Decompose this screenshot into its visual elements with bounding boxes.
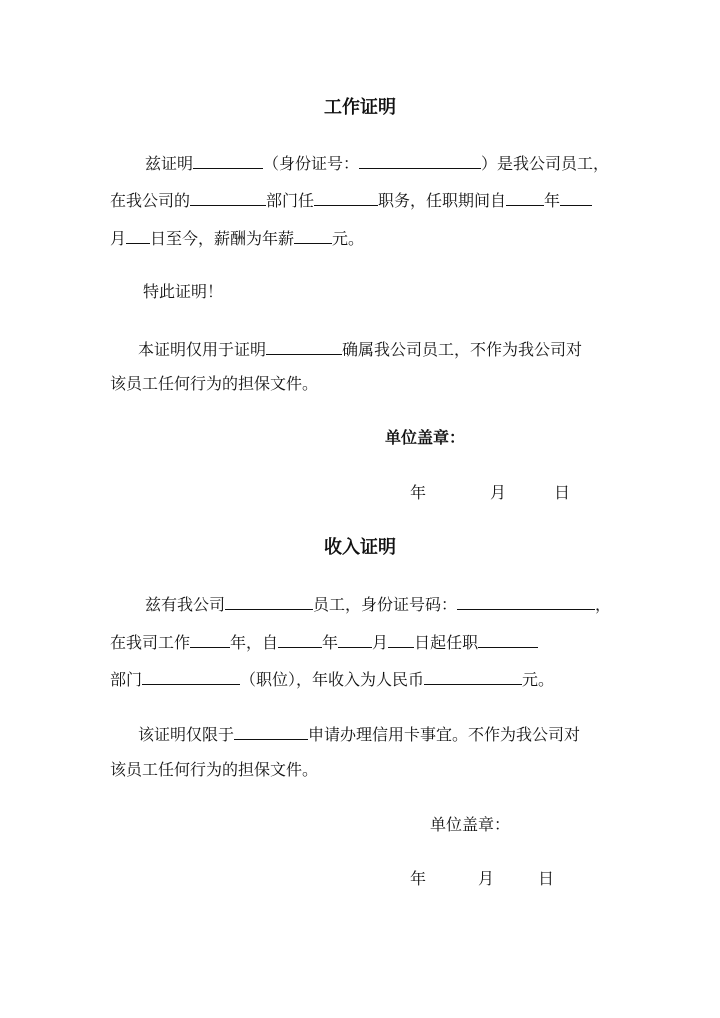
text: 年 xyxy=(322,633,339,652)
text: ， xyxy=(595,595,612,614)
date-day: 日 xyxy=(538,869,555,888)
text: 日起任职 xyxy=(414,633,479,652)
employee-name-blank[interactable] xyxy=(225,593,313,610)
work-cert-line-1 xyxy=(145,152,609,174)
department-blank[interactable] xyxy=(478,631,538,648)
income-cert-note-2: 该员工任何行为的担保文件。 xyxy=(110,760,319,779)
text: ）是我公司员工， xyxy=(481,154,610,173)
start-day-blank[interactable] xyxy=(388,631,414,648)
income-cert-seal: 单位盖章： xyxy=(430,815,511,834)
text: 月 xyxy=(110,229,127,248)
text: 元。 xyxy=(332,229,365,248)
income-cert-note-1 xyxy=(138,723,580,745)
text: 在我司工作 xyxy=(110,633,191,652)
position-blank[interactable] xyxy=(314,189,378,206)
id-number-blank[interactable] xyxy=(359,152,481,169)
income-cert-date xyxy=(410,869,554,889)
work-cert-note-1 xyxy=(138,338,582,360)
work-cert-date xyxy=(410,483,570,503)
text: 确属我公司员工，不作为我公司对 xyxy=(342,340,583,359)
text: 年 xyxy=(544,191,561,210)
text: 在我公司的 xyxy=(110,191,191,210)
department-blank[interactable] xyxy=(190,189,266,206)
income-cert-title: 收入证明 xyxy=(324,537,396,558)
start-year-blank[interactable] xyxy=(506,189,544,206)
text: 部门任 xyxy=(266,191,315,210)
annual-income-blank[interactable] xyxy=(424,668,522,685)
applicant-blank[interactable] xyxy=(234,723,308,740)
work-cert-line-2 xyxy=(110,189,592,211)
work-cert-special: 特此证明！ xyxy=(143,282,224,301)
text: 本证明仅用于证明 xyxy=(138,340,267,359)
name-blank[interactable] xyxy=(193,152,263,169)
date-year: 年 xyxy=(410,869,427,888)
text: 兹有我公司 xyxy=(145,595,226,614)
id-number-blank[interactable] xyxy=(457,593,595,610)
text: 日至今，薪酬为年薪 xyxy=(150,229,295,248)
start-day-blank[interactable] xyxy=(126,227,150,244)
employee-name-blank[interactable] xyxy=(266,338,342,355)
work-cert-line-3 xyxy=(110,227,364,249)
start-month-blank[interactable] xyxy=(338,631,372,648)
text: 部门 xyxy=(110,670,143,689)
text: 职务，任职期间自 xyxy=(378,191,507,210)
work-cert-title: 工作证明 xyxy=(324,97,396,118)
text: 申请办理信用卡事宜。不作为我公司对 xyxy=(308,725,581,744)
date-year: 年 xyxy=(410,483,427,502)
work-cert-seal: 单位盖章： xyxy=(385,428,466,447)
work-cert-note-2: 该员工任何行为的担保文件。 xyxy=(110,374,319,393)
date-month: 月 xyxy=(490,483,507,502)
date-month: 月 xyxy=(478,869,495,888)
years-blank[interactable] xyxy=(190,631,230,648)
income-cert-line-1 xyxy=(145,593,611,615)
start-year-blank[interactable] xyxy=(278,631,322,648)
text: 兹证明 xyxy=(145,154,194,173)
date-day: 日 xyxy=(554,483,571,502)
income-cert-line-2 xyxy=(110,631,538,653)
text: 年，自 xyxy=(230,633,279,652)
start-month-blank[interactable] xyxy=(560,189,592,206)
income-cert-line-3 xyxy=(110,668,554,690)
text: 月 xyxy=(372,633,389,652)
text: 员工，身份证号码： xyxy=(313,595,458,614)
position-blank[interactable] xyxy=(142,668,240,685)
text: （身份证号： xyxy=(263,154,360,173)
text: （职位），年收入为人民币 xyxy=(240,670,425,689)
text: 元。 xyxy=(522,670,555,689)
salary-blank[interactable] xyxy=(294,227,332,244)
text: 该证明仅限于 xyxy=(138,725,235,744)
